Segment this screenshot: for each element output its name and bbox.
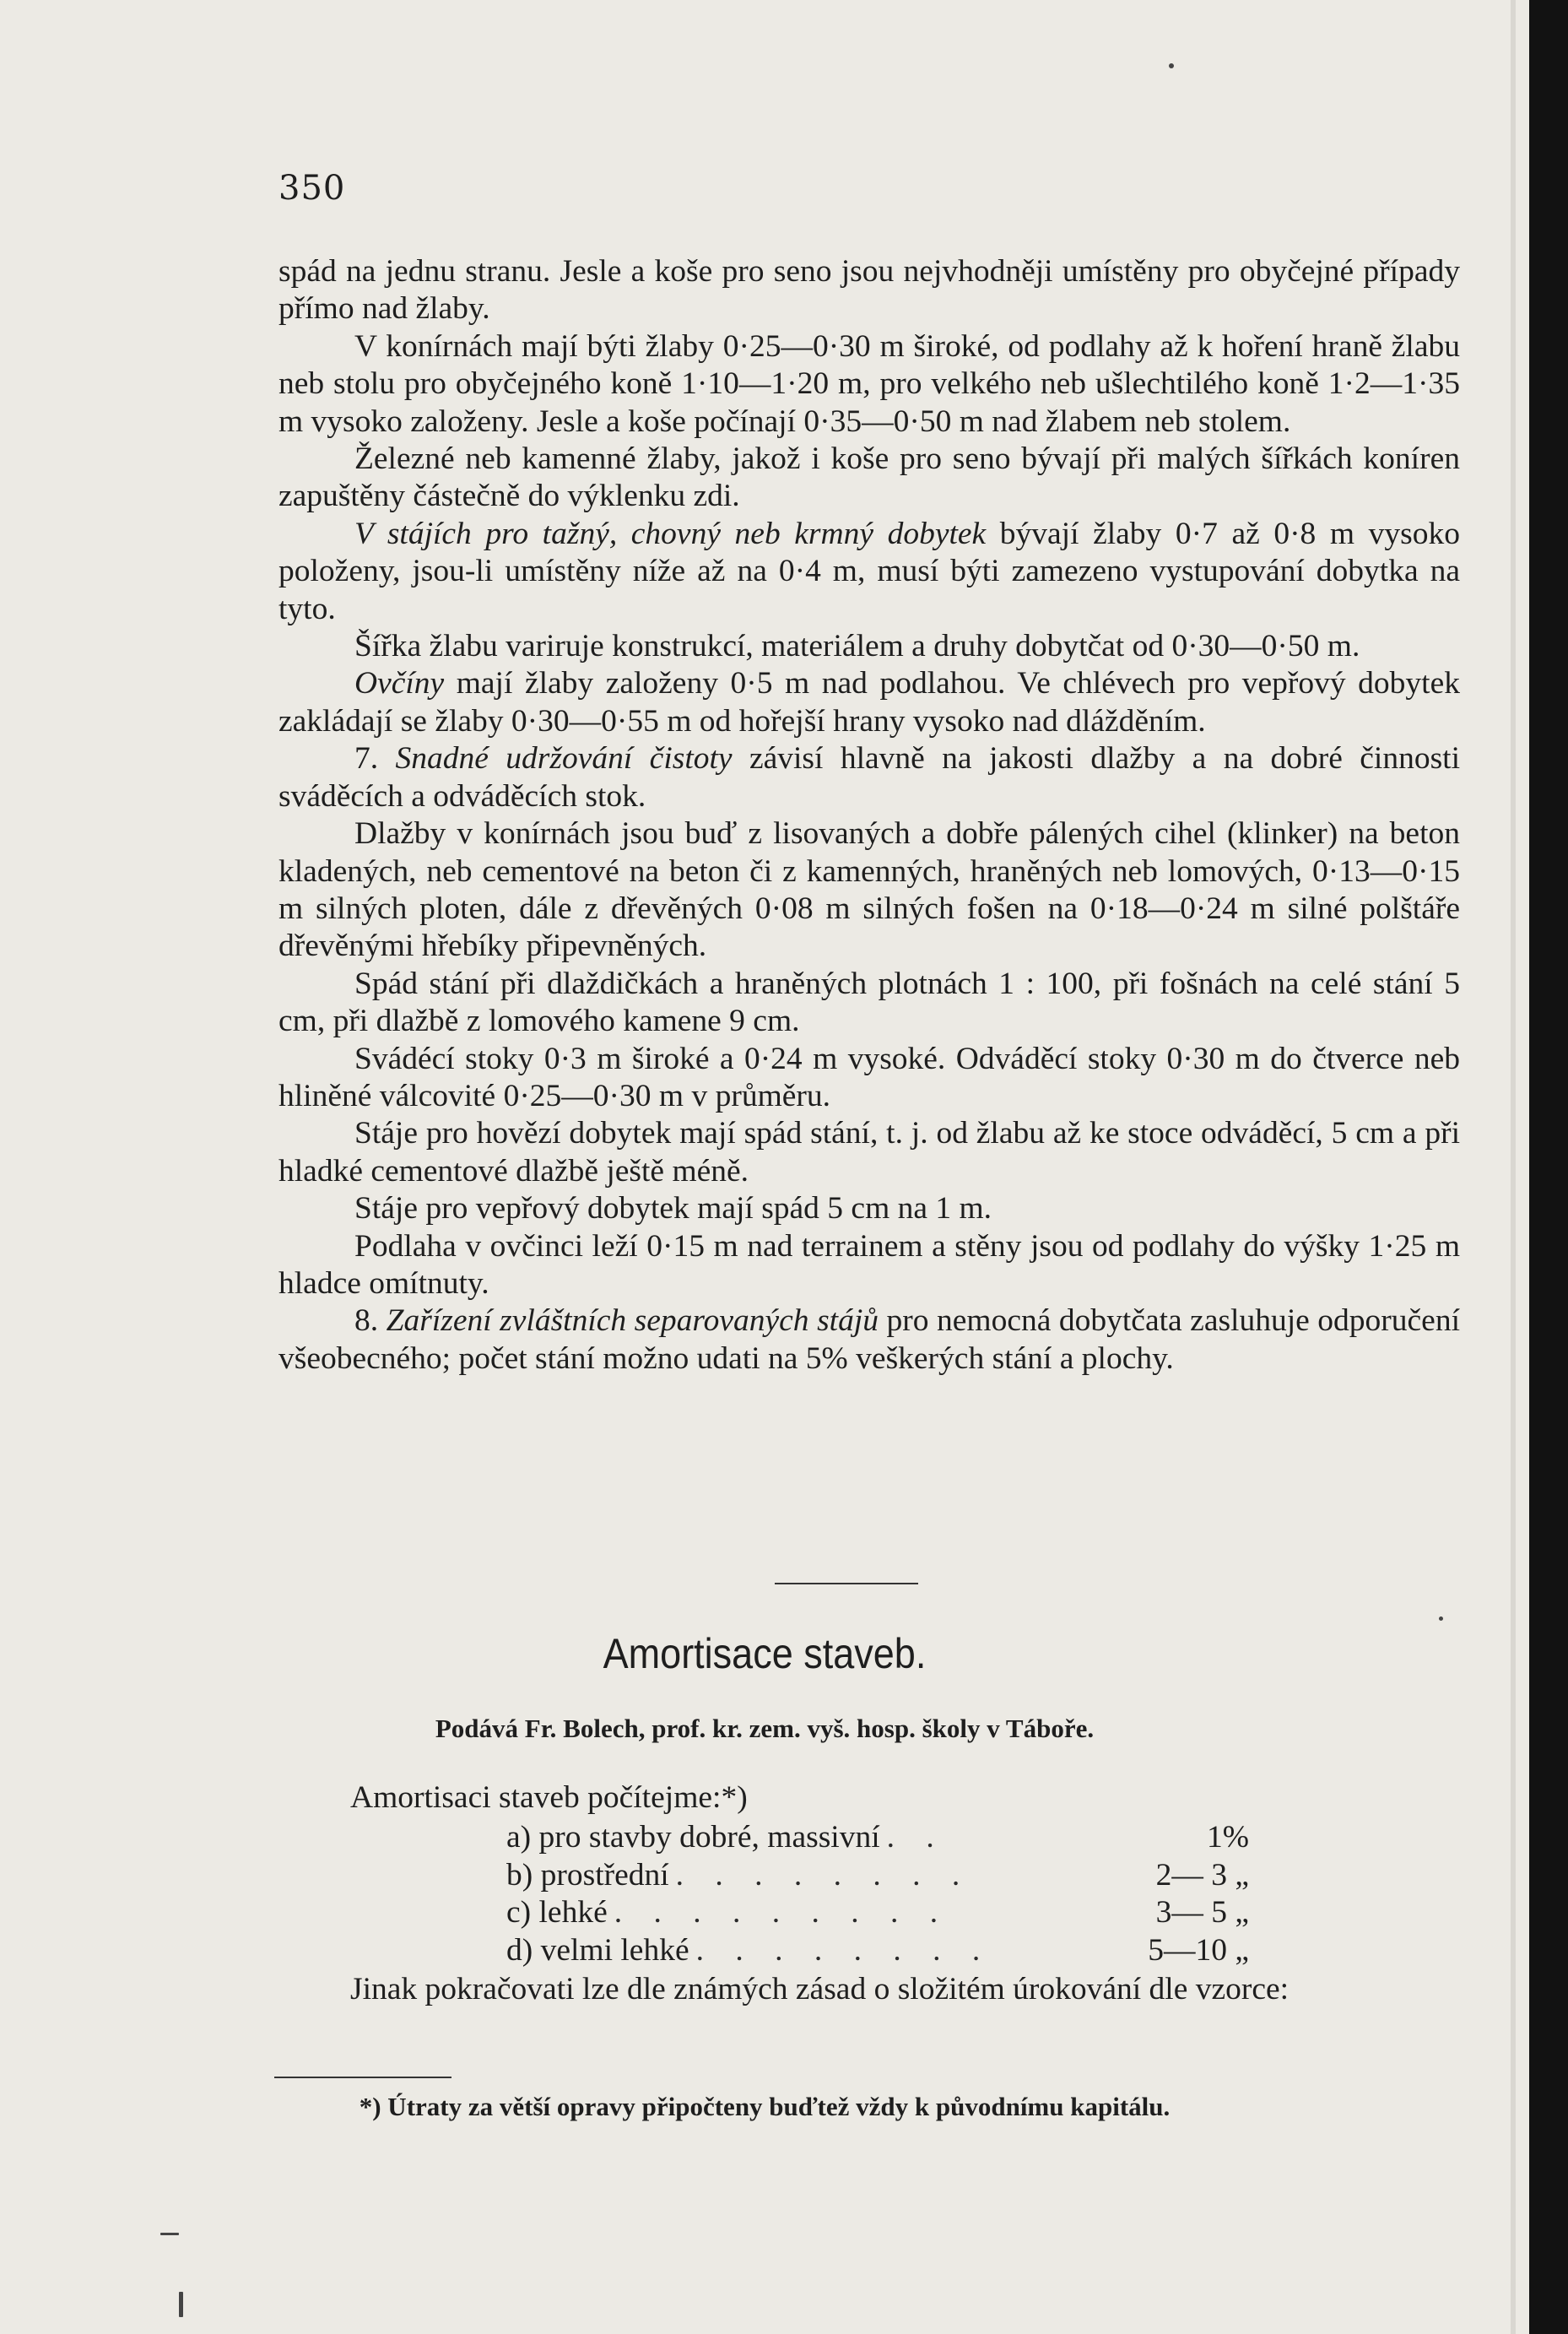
rate-value: 1% bbox=[1207, 1820, 1249, 1855]
paragraph bbox=[278, 1190, 1460, 1227]
leader-dots: . . . . . . . . bbox=[695, 1932, 992, 1968]
paragraph-number: 7. bbox=[354, 741, 396, 777]
paragraph-text: Stáje pro vepřový dobytek mají spád 5 cm na 1 m. bbox=[354, 1191, 992, 1227]
rate-row bbox=[506, 1819, 1249, 1857]
rate-label: d) velmi lehké bbox=[506, 1932, 689, 1968]
rate-value: 3— 5 „ bbox=[1155, 1895, 1249, 1930]
paragraph-emphasis: V stájích pro tažný, chovný neb krmný dobytek bbox=[354, 516, 987, 551]
scan-speck bbox=[1439, 1616, 1443, 1621]
paragraph-number: 8. bbox=[354, 1303, 387, 1339]
footnote-divider bbox=[274, 2077, 451, 2078]
paragraph-text: pro nemocná dobytčata zasluhuje odporučení všeobecného; počet stání možno udati na 5% veškerých stání a plochy. bbox=[278, 1303, 1460, 1376]
paragraph: Jinak pokračovati lze dle známých zásad o složitém úrokování dle vzorce: bbox=[350, 1972, 1290, 2006]
paragraph bbox=[278, 1041, 1460, 1116]
paragraph-text: bývají žlaby 0·7 až 0·8 m vysoko položeny, jsou-li umístěny níže až na 0·4 m, musí býti zamezeno vystupování dobytka na tyto. bbox=[278, 516, 1460, 626]
paragraph-text: spád na jednu stranu. Jesle a koše pro seno jsou nejvhodněji umístěny pro obyčejné případy přímo nad žlaby. bbox=[278, 254, 1460, 327]
paragraph-text: Spád stání při dlaždičkách a hraněných plotnách 1 : 100, při fošnách na celé stání 5 cm, při dlažbě z lomového kamene 9 cm. bbox=[278, 966, 1460, 1039]
rate-value: 5—10 „ bbox=[1148, 1932, 1249, 1968]
paragraph-text: Dlažby v konírnách jsou buď z lisovaných a dobře pálených cihel (klinker) na beton kladených, neb cementové na beton či z kamenných, hraněných neb lomových, 0·13—0·15 m silných ploten, dále z dřevěných 0·08 m silných fošen na 0·18—0·24 m silné polštáře dřevěnými hřebíky připevněných. bbox=[278, 816, 1460, 964]
section-title: Amortisace staveb. bbox=[603, 1630, 927, 1677]
paragraph-text: závisí hlavně na jakosti dlažby a na dobré činnosti sváděcích a odváděcích stok. bbox=[278, 741, 1460, 814]
leader-dots: . . bbox=[886, 1820, 946, 1855]
rate-row bbox=[506, 1857, 1249, 1895]
paragraph bbox=[278, 966, 1460, 1041]
leader-dots: . . . . . . . . . bbox=[614, 1895, 950, 1930]
closing-text bbox=[274, 1971, 1456, 2009]
rate-label: b) prostřední bbox=[506, 1857, 669, 1893]
paragraph bbox=[278, 1228, 1460, 1303]
paragraph-emphasis: Snadné udržování čistoty bbox=[395, 741, 733, 777]
scan-border bbox=[1529, 0, 1568, 2334]
paragraph bbox=[278, 665, 1460, 740]
scan-speck bbox=[160, 2233, 179, 2235]
paragraph bbox=[278, 328, 1460, 441]
paragraph bbox=[278, 253, 1460, 328]
paragraph bbox=[278, 740, 1460, 815]
paragraph-text: Šířka žlabu variruje konstrukcí, materiálem a druhy dobytčat od 0·30—0·50 m. bbox=[354, 629, 1360, 664]
paragraph-emphasis: Zařízení zvláštních separovaných stájů bbox=[386, 1303, 879, 1339]
paragraph bbox=[278, 516, 1460, 628]
rate-value: 2— 3 „ bbox=[1155, 1857, 1249, 1893]
paragraph-text: Stáje pro hovězí dobytek mají spád stání, t. j. od žlabu až ke stoce odváděcí, 5 cm a při hladké cementové dlažbě ještě méně. bbox=[278, 1116, 1460, 1189]
paragraph bbox=[278, 1115, 1460, 1190]
paragraph bbox=[278, 1302, 1460, 1378]
section-divider bbox=[775, 1583, 918, 1584]
paragraph-text: Železné neb kamenné žlaby, jakož i koše pro seno bývají při malých šířkách koníren zapuštěny částečně do výklenku zdi. bbox=[278, 441, 1460, 514]
paragraph bbox=[278, 815, 1460, 966]
leader-dots: . . . . . . . . bbox=[675, 1857, 972, 1893]
rates-intro: Amortisaci staveb počítejme:*) bbox=[350, 1780, 748, 1815]
paragraph bbox=[278, 441, 1460, 516]
rate-label: a) pro stavby dobré, massivní bbox=[506, 1820, 880, 1855]
page-number: 350 bbox=[278, 169, 346, 208]
paragraph-text: Svádécí stoky 0·3 m široké a 0·24 m vysoké. Odváděcí stoky 0·30 m do čtverce neb hliněné válcovité 0·25—0·30 m v průměru. bbox=[278, 1041, 1460, 1113]
amortisation-rates-list bbox=[506, 1819, 1249, 1969]
footnote: *) Útraty za větší opravy připočteny buďtež vždy k původnímu kapitálu. bbox=[359, 2092, 1171, 2121]
rate-label: c) lehké bbox=[506, 1895, 608, 1930]
paragraph-text: mají žlaby založeny 0·5 m nad podlahou. Ve chlévech pro vepřový dobytek zakládají se žlaby 0·30—0·55 m od hořejší hrany vysoko nad dlážděním. bbox=[278, 666, 1460, 739]
paragraph-emphasis: Ovčíny bbox=[354, 666, 445, 701]
rate-row bbox=[506, 1932, 1249, 1970]
rate-row bbox=[506, 1894, 1249, 1932]
paragraph bbox=[278, 628, 1460, 665]
paragraph-text: Podlaha v ovčinci leží 0·15 m nad terrainem a stěny jsou od podlahy do výšky 1·25 m hladce omítnuty. bbox=[278, 1228, 1460, 1301]
scan-speck bbox=[179, 2292, 183, 2317]
body-text bbox=[278, 253, 1460, 1378]
page-edge-shadow bbox=[1511, 0, 1516, 2334]
author-byline: Podává Fr. Bolech, prof. kr. zem. vyš. hosp. školy v Táboře. bbox=[435, 1714, 1095, 1743]
scan-speck bbox=[1169, 63, 1174, 68]
paragraph-text: V konírnách mají býti žlaby 0·25—0·30 m široké, od podlahy až k hoření hraně žlabu neb stolu pro obyčejného koně 1·10—1·20 m, pro velkého neb ušlechtilého koně 1·2—1·35 m vysoko založeny. Jesle a koše počínají 0·35—0·50 m nad žlabem neb stolem. bbox=[278, 328, 1460, 439]
